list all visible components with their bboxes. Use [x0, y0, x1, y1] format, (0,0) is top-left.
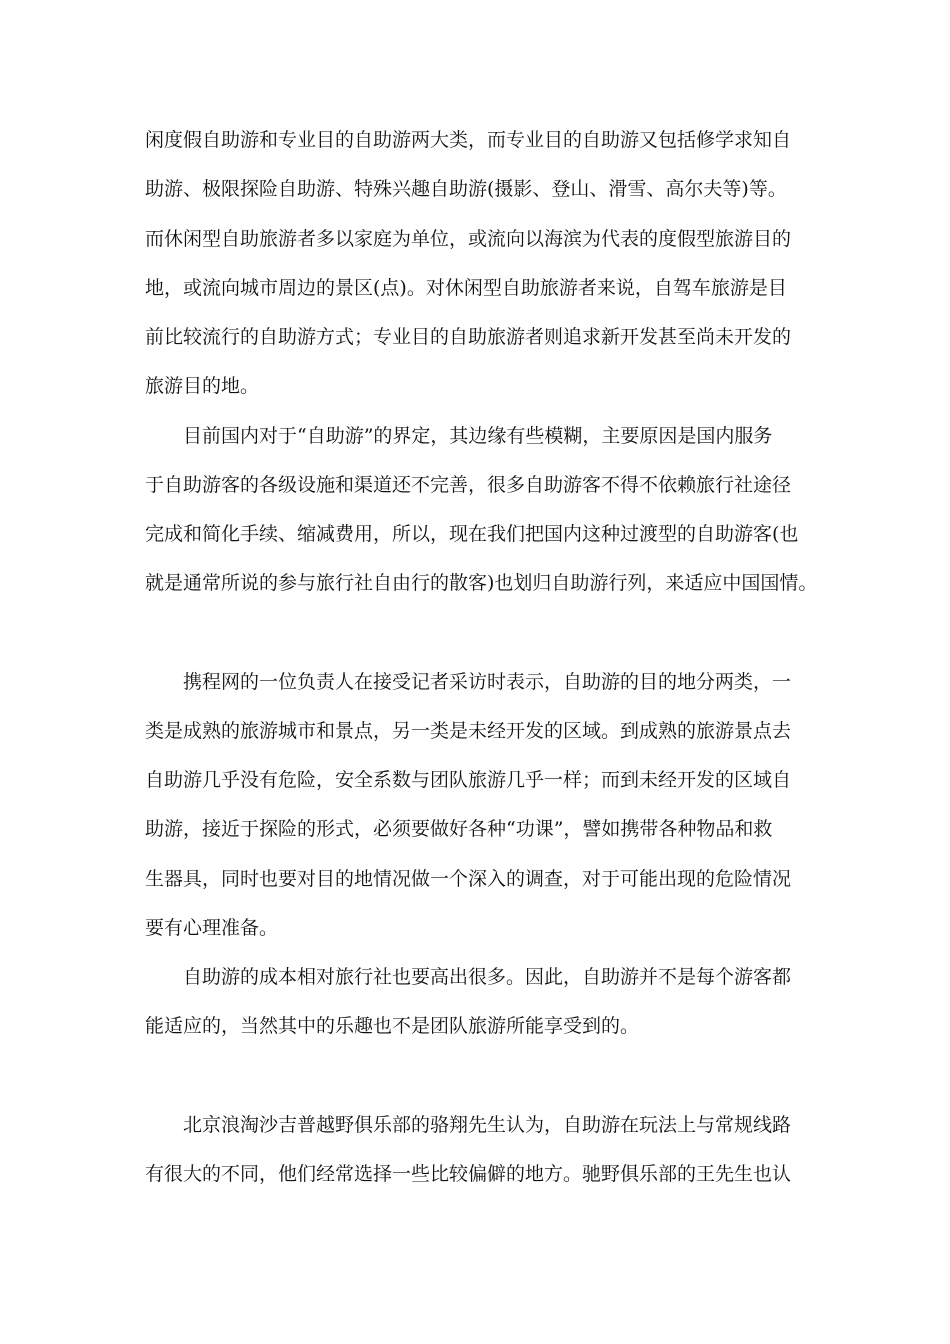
text-line: 前比较流行的自助游方式；专业目的自助旅游者则追求新开发甚至尚未开发的 [145, 326, 792, 348]
text-line: 有很大的不同，他们经常选择一些比较偏僻的地方。驰野俱乐部的王先生也认 [145, 1163, 792, 1185]
text-line: 而休闲型自助旅游者多以家庭为单位，或流向以海滨为代表的度假型旅游目的 [145, 228, 792, 250]
text-line: 地，或流向城市周边的景区(点)。对休闲型自助旅游者来说，自驾车旅游是目 [145, 277, 787, 299]
text-line: 闲度假自助游和专业目的自助游两大类，而专业目的自助游又包括修学求知自 [145, 129, 792, 151]
text-line: 自助游几乎没有危险，安全系数与团队旅游几乎一样；而到未经开发的区域自 [145, 769, 792, 791]
paragraph-first-line: 目前国内对于“自助游”的界定，其边缘有些模糊，主要原因是国内服务 [183, 425, 773, 447]
text-line: 助游，接近于探险的形式，必须要做好各种“功课”，譬如携带各种物品和救 [145, 818, 773, 840]
text-line: 完成和简化手续、缩减费用，所以，现在我们把国内这种过渡型的自助游客(也 [145, 523, 799, 545]
text-line: 就是通常所说的参与旅行社自由行的散客)也划归自助游行列，来适应中国国情。 [145, 572, 818, 594]
text-line: 助游、极限探险自助游、特殊兴趣自助游(摄影、登山、滑雪、高尔夫等)等。 [145, 178, 787, 200]
text-line: 于自助游客的各级设施和渠道还不完善，很多自助游客不得不依赖旅行社途径 [145, 474, 792, 496]
text-line: 类是成熟的旅游城市和景点，另一类是未经开发的区域。到成熟的旅游景点去 [145, 720, 792, 742]
paragraph-first-line: 自助游的成本相对旅行社也要高出很多。因此，自助游并不是每个游客都 [183, 966, 792, 988]
text-line: 能适应的，当然其中的乐趣也不是团队旅游所能享受到的。 [145, 1015, 640, 1037]
paragraph-first-line: 北京浪淘沙吉普越野俱乐部的骆翔先生认为，自助游在玩法上与常规线路 [183, 1114, 792, 1136]
text-line: 旅游目的地。 [145, 375, 260, 397]
text-line: 要有心理准备。 [145, 917, 279, 939]
text-line: 生器具，同时也要对目的地情况做一个深入的调查，对于可能出现的危险情况 [145, 868, 792, 890]
paragraph-first-line: 携程网的一位负责人在接受记者采访时表示，自助游的目的地分两类，一 [183, 671, 792, 693]
